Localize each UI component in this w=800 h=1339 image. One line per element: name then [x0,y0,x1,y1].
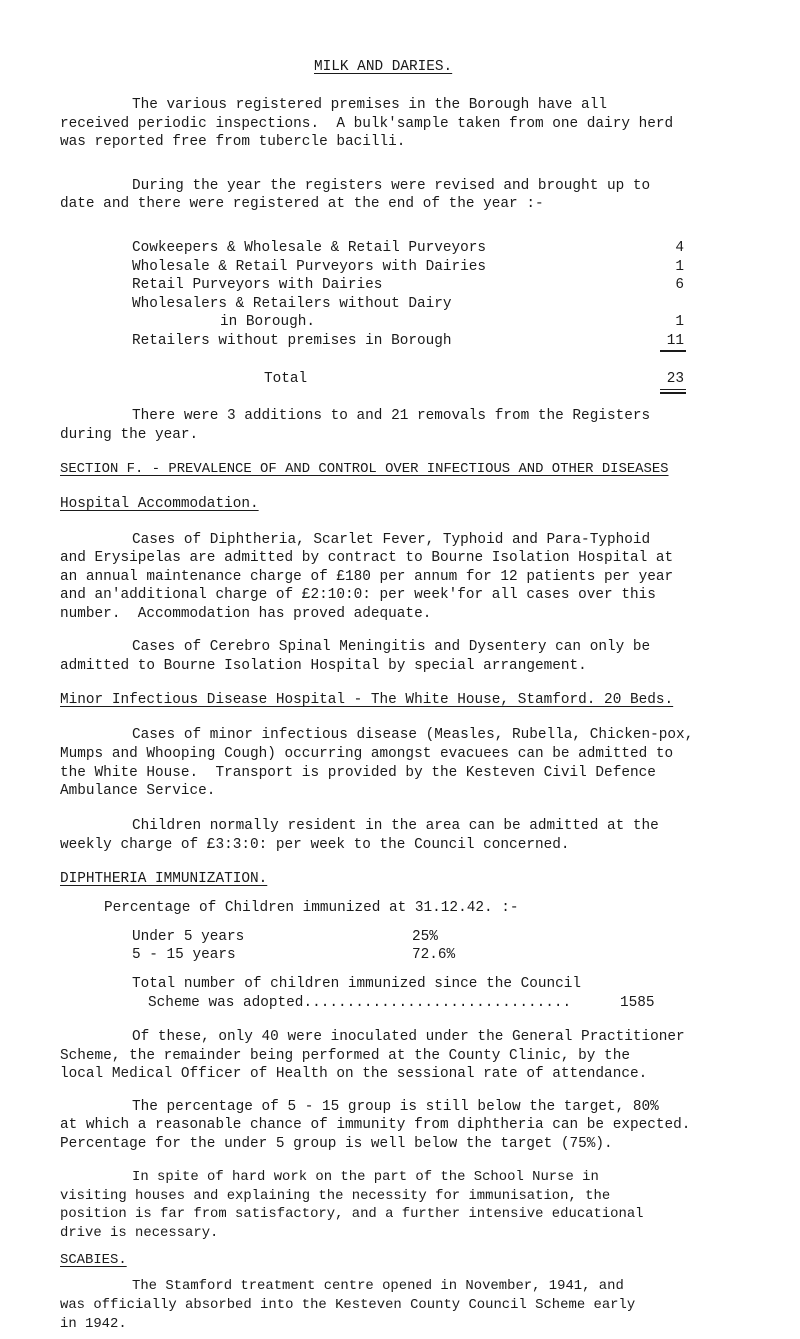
diphtheria-paragraph-1-line-1: Of these, only 40 were inoculated under the General Practitioner [132,1029,685,1046]
register-row-label: Retail Purveyors with Dairies [132,277,383,294]
minor-paragraph-2-line-2: weekly charge of £3:3:0: per week to the Council concerned. [60,836,570,853]
register-row-label: Wholesale & Retail Purveyors with Dairies [132,258,487,275]
diphtheria-paragraph-1-line-2: Scheme, the remainder being performed at the County Clinic, by the [60,1047,630,1064]
scabies-paragraph-line-1: The Stamford treatment centre opened in November, 1941, and [132,1278,624,1294]
hospital-paragraph-1-line-4: and an'additional charge of £2:10:0: per week'for all cases over this [60,587,656,604]
milk-paragraph-3-line-1: There were 3 additions to and 21 removals from the Registers [132,408,651,425]
hospital-heading: Hospital Accommodation. [60,496,259,513]
total-double-rule [660,389,686,394]
register-row-value: 4 [675,240,684,257]
register-row-label: Retailers without premises in Borough [132,332,452,349]
register-total-value: 23 [666,370,684,387]
hospital-paragraph-2-line-1: Cases of Cerebro Spinal Meningitis and Dysentery can only be [132,639,651,656]
minor-hospital-heading: Minor Infectious Disease Hospital - The White House, Stamford. 20 Beds. [60,692,674,709]
register-row-value: 6 [675,277,684,294]
hospital-paragraph-1-line-1: Cases of Diphtheria, Scarlet Fever, Typhoid and Para-Typhoid [132,531,651,548]
minor-paragraph-1-line-2: Mumps and Whooping Cough) occurring amongst evacuees can be admitted to [60,746,674,762]
page-title: MILK AND DARIES. [314,59,453,75]
minor-paragraph-1-line-1: Cases of minor infectious disease (Measles, Rubella, Chicken-pox, [132,727,694,744]
minor-paragraph-2-line-1: Children normally resident in the area can be admitted at the [132,818,659,835]
immunized-row-value: 25% [412,928,438,945]
diphtheria-paragraph-3-line-4: drive is necessary. [60,1225,219,1241]
milk-paragraph-2-line-1: During the year the registers were revised and brought up to [132,177,651,194]
hospital-paragraph-1-line-5: number. Accommodation has proved adequate. [60,605,432,622]
register-total-label: Total [264,370,308,387]
subtotal-rule [660,350,686,352]
diphtheria-paragraph-2-line-1: The percentage of 5 - 15 group is still below the target, 80% [132,1098,659,1115]
register-row-label: in Borough. [220,314,315,331]
diphtheria-paragraph-3-line-2: visiting houses and explaining the necessity for immunisation, the [60,1187,611,1204]
register-row-label: Wholesalers & Retailers without Dairy [132,295,452,312]
diphtheria-paragraph-3-line-1: In spite of hard work on the part of the School Nurse in [132,1169,599,1186]
diphtheria-heading: DIPHTHERIA IMMUNIZATION. [60,871,268,888]
milk-paragraph-2-line-2: date and there were registered at the end of the year :- [60,196,544,213]
hospital-paragraph-1-line-2: and Erysipelas are admitted by contract to Bourne Isolation Hospital at [60,550,674,567]
immunized-row-label: 5 - 15 years [132,947,236,964]
milk-paragraph-1-line-1: The various registered premises in the Borough have all [132,97,607,114]
immunized-total-line-1: Total number of children immunized since the Council [132,976,582,993]
register-row-value: 1 [675,258,684,275]
immunized-row-value: 72.6% [412,947,456,964]
register-row-label: Cowkeepers & Wholesale & Retail Purveyors [132,240,487,257]
scabies-paragraph-line-3: in 1942. [60,1316,127,1332]
immunized-total-line-2: Scheme was adopted............................... [148,994,572,1011]
register-row-value: 11 [666,332,684,349]
milk-paragraph-1-line-2: received periodic inspections. A bulk'sample taken from one dairy herd [60,115,674,132]
diphtheria-intro: Percentage of Children immunized at 31.12.42. :- [104,900,519,917]
milk-paragraph-3-line-2: during the year. [60,426,199,443]
hospital-paragraph-1-line-3: an annual maintenance charge of £180 per annum for 12 patients per year [60,568,674,585]
immunized-row-label: Under 5 years [132,928,245,945]
immunized-total-value: 1585 [620,994,655,1011]
diphtheria-paragraph-3-line-3: position is far from satisfactory, and a further intensive educational [60,1206,644,1222]
diphtheria-paragraph-2-line-3: Percentage for the under 5 group is well below the target (75%). [60,1135,613,1152]
diphtheria-paragraph-2-line-2: at which a reasonable chance of immunity from diphtheria can be expected. [60,1117,691,1134]
hospital-paragraph-2-line-2: admitted to Bourne Isolation Hospital by special arrangement. [60,657,587,674]
register-row-value: 1 [675,314,684,331]
section-f-heading: SECTION F. - PREVALENCE OF AND CONTROL OVER INFECTIOUS AND OTHER DISEASES [60,460,669,477]
scabies-heading: SCABIES. [60,1252,127,1268]
minor-paragraph-1-line-4: Ambulance Service. [60,783,216,800]
minor-paragraph-1-line-3: the White House. Transport is provided by the Kesteven Civil Defence [60,764,656,781]
scabies-paragraph-line-2: was officially absorbed into the Kesteven County Council Scheme early [60,1297,636,1313]
milk-paragraph-1-line-3: was reported free from tubercle bacilli. [60,134,406,151]
diphtheria-paragraph-1-line-3: local Medical Officer of Health on the sessional rate of attendance. [60,1066,648,1083]
